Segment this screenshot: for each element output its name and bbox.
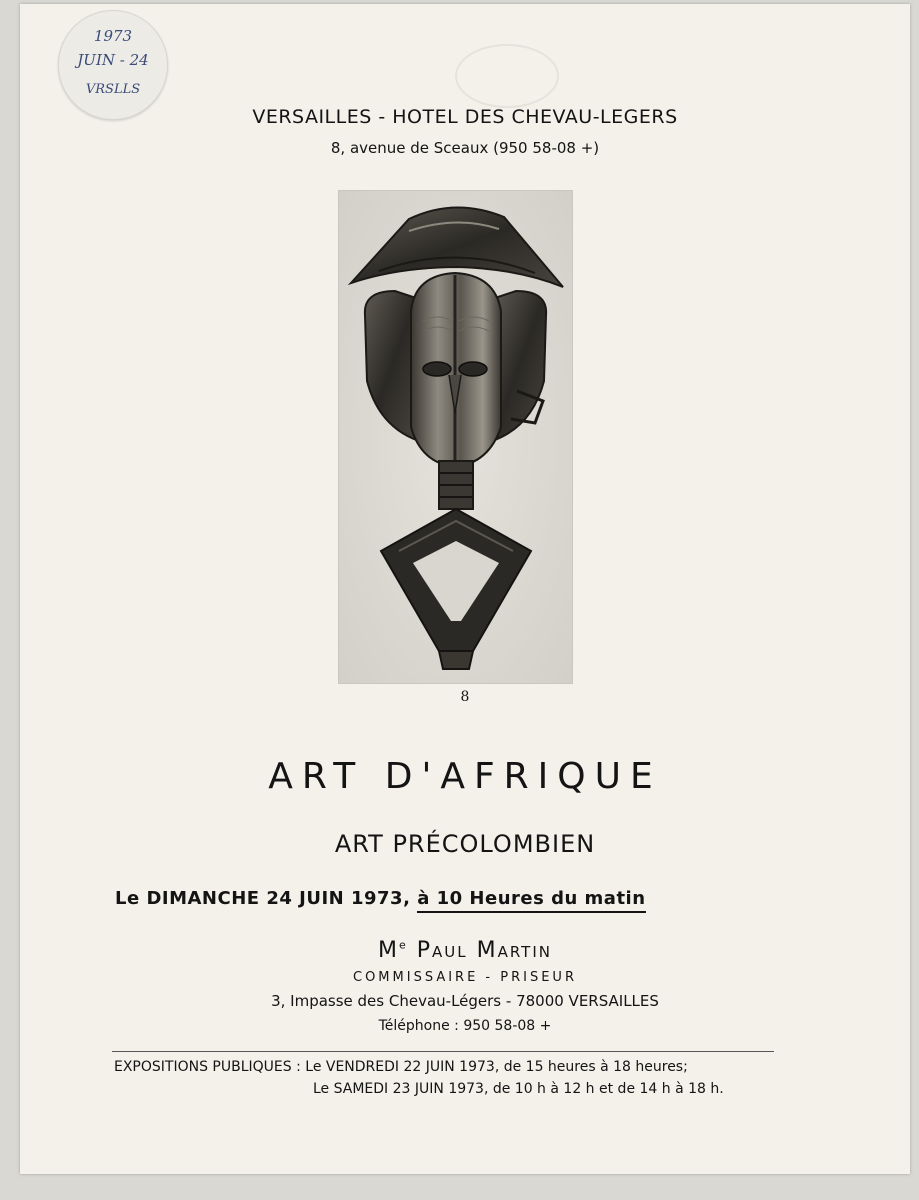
auctioneer-name (20, 938, 910, 963)
auctioneer-title: COMMISSAIRE - PRISEUR (353, 970, 577, 985)
faint-stamp-mark (455, 44, 559, 108)
sale-date-line (115, 888, 777, 909)
venue-title: VERSAILLES - HOTEL DES CHEVAU-LEGERS (252, 106, 678, 128)
catalogue-cover-page (20, 4, 910, 1174)
exhibition-saturday: Le SAMEDI 23 JUIN 1973, de 10 h à 12 h et de 14 h à 18 h. (313, 1081, 724, 1097)
artwork-photo (338, 190, 573, 684)
auctioneer-prefix: M (377, 938, 399, 963)
auctioneer-full-name: Paul Martin (416, 938, 552, 963)
stamp-place: VRSLLS (85, 82, 141, 97)
exhibition-line-1 (114, 1059, 688, 1075)
divider-line (112, 1051, 774, 1052)
exhibition-label: EXPOSITIONS PUBLIQUES : (114, 1059, 301, 1075)
venue-address: 8, avenue de Sceaux (950 58-08 +) (330, 139, 600, 157)
kota-reliquary-figure-icon (339, 191, 572, 683)
auctioneer-phone: Téléphone : 950 58-08 + (378, 1018, 552, 1034)
auctioneer-prefix-sup: e (398, 938, 408, 952)
stamp-date: JUIN - 24 (77, 51, 149, 69)
exhibition-friday: Le VENDREDI 22 JUIN 1973, de 15 heures à 18 heures; (305, 1059, 688, 1075)
photo-caption-number: 8 (460, 689, 470, 705)
auctioneer-address: 3, Impasse des Chevau-Légers - 78000 VERSAILLES (271, 992, 659, 1010)
library-date-stamp (58, 10, 168, 120)
stamp-year: 1973 (93, 27, 133, 45)
sale-time: à 10 Heures du matin (417, 888, 645, 913)
catalogue-subtitle: ART PRÉCOLOMBIEN (334, 830, 596, 858)
sale-date: Le DIMANCHE 24 JUIN 1973, (115, 888, 411, 909)
catalogue-title: ART D'AFRIQUE (268, 756, 662, 797)
